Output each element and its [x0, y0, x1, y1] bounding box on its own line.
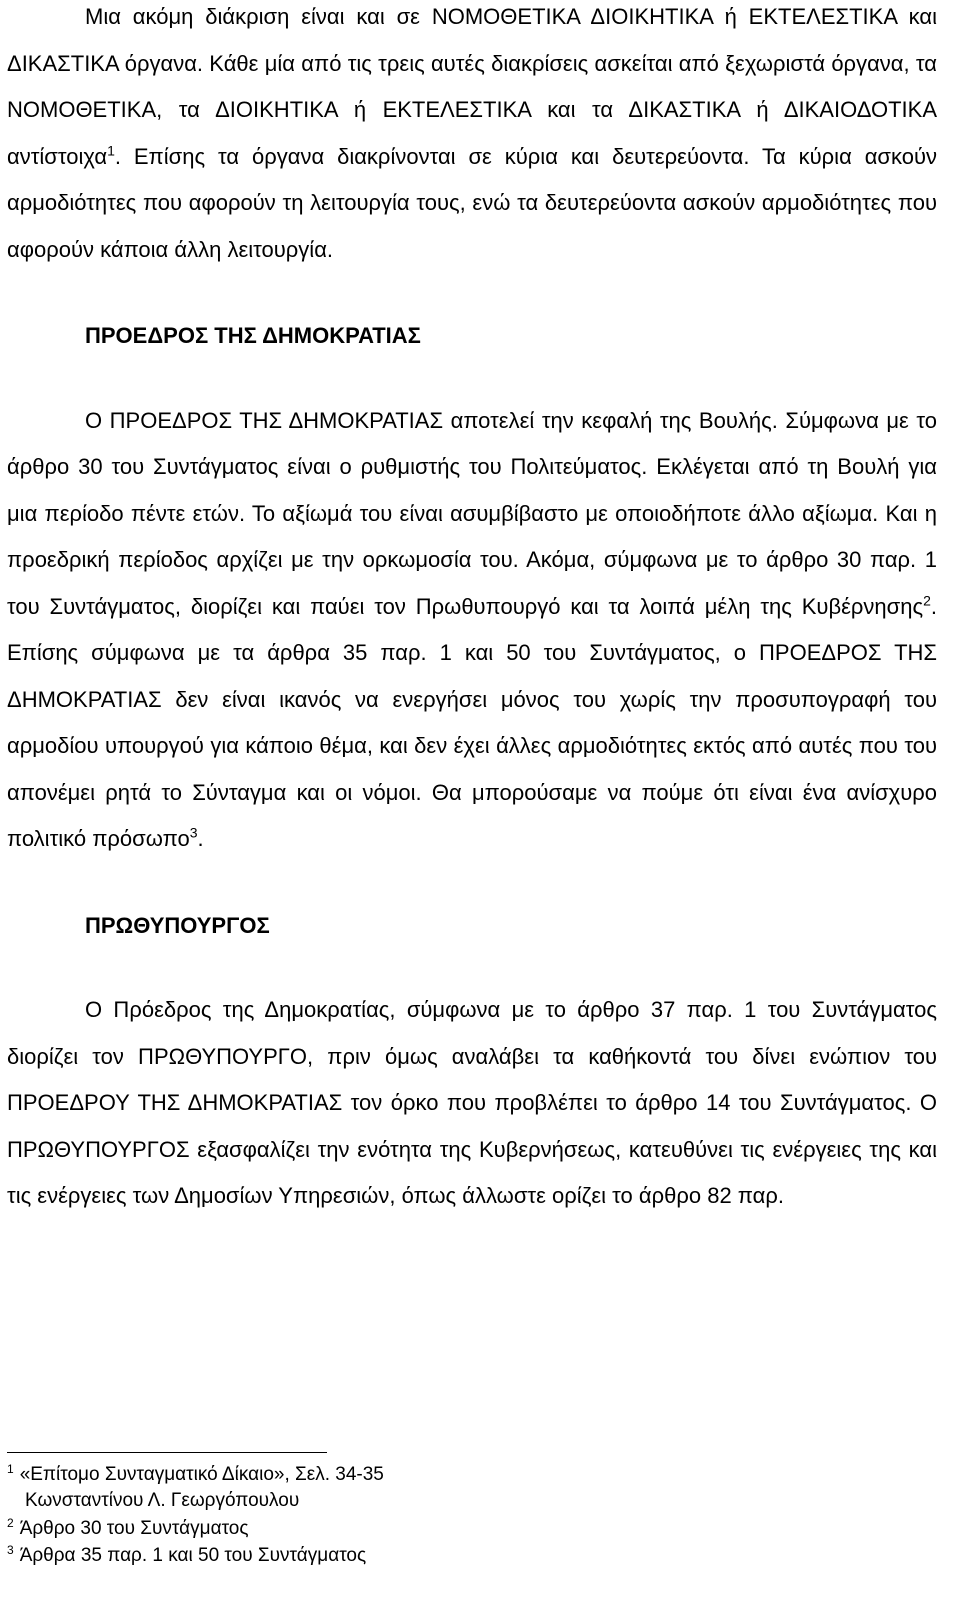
footnote-3 [7, 1543, 366, 1569]
footnote-number: 3 [7, 1542, 14, 1557]
paragraph-text: . Επίσης σύμφωνα με τα άρθρα 35 παρ. 1 και 50 του Συντάγματος, ο ΠΡΟΕΔΡΟΣ ΤΗΣ ΔΗΜΟΚΡΑΤΙΑΣ δεν είναι ικανός να ενεργήσει μόνος του χωρίς την προσυπογραφή του αρμοδίου υπουργού για κάποιο θέμα, και δεν έχει άλλες αρμοδιότητες εκτός από αυτές που του απονέμει ρητά το Σύνταγμα και οι νόμοι. Θα μπορούσαμε να πούμε ότι είναι ένα ανίσχυρο πολιτικό πρόσωπο [7, 593, 937, 851]
footnote-separator [7, 1452, 327, 1453]
section-heading-prime-minister: ΠΡΩΘΥΠΟΥΡΓΟΣ [85, 912, 270, 938]
paragraph-text: Μια ακόμη διάκριση είναι και σε ΝΟΜΟΘΕΤΙΚΑ ΔΙΟΙΚΗΤΙΚΑ ή ΕΚΤΕΛΕΣΤΙΚΑ και ΔΙΚΑΣΤΙΚΑ όργανα. Κάθε μία από τις τρεις αυτές διακρίσεις ασκείται από ξεχωριστά όργανα, τα ΝΟΜΟΘΕΤΙΚΑ, τα ΔΙΟΙΚΗΤΙΚΑ ή ΕΚΤΕΛΕΣΤΙΚΑ και τα ΔΙΚΑΣΤΙΚΑ ή ΔΙΚΑΙΟΔΟΤΙΚΑ αντίστοιχα [7, 4, 937, 169]
paragraph-text: . Επίσης τα όργανα διακρίνονται σε κύρια και δευτερεύοντα. Τα κύρια ασκούν αρμοδιότητες που αφορούν τη λειτουργία τους, ενώ τα δευτερεύοντα ασκούν αρμοδιότητες που αφορούν κάποια άλλη λειτουργία. [7, 143, 937, 262]
paragraph-prime-minister: Ο Πρόεδρος της Δημοκρατίας, σύμφωνα με το άρθρο 37 παρ. 1 του Συντάγματος διορίζει τον ΠΡΩΘΥΠΟΥΡΓΟ, πριν όμως αναλάβει τα καθήκοντά του δίνει ενώπιον του ΠΡΟΕΔΡΟΥ ΤΗΣ ΔΗΜΟΚΡΑΤΙΑΣ τον όρκο που προβλέπει το άρθρο 14 του Συντάγματος. Ο ΠΡΩΘΥΠΟΥΡΓΟΣ εξασφαλίζει την ενότητα της Κυβερνήσεως, κατευθύνει τις ενέργειες της και τις ενέργειες των Δημοσίων Υπηρεσιών, όπως άλλωστε ορίζει το άρθρο 82 παρ. [7, 997, 937, 1208]
paragraph-organs [7, 0, 937, 273]
footnote-ref-2: 2 [923, 592, 931, 609]
section-heading-president: ΠΡΟΕΔΡΟΣ ΤΗΣ ΔΗΜΟΚΡΑΤΙΑΣ [85, 323, 421, 348]
footnote-number: 2 [7, 1515, 14, 1530]
paragraph-president [7, 398, 937, 863]
document-page [7, 0, 937, 1220]
footnote-text: «Επίτομο Συνταγματικό Δίκαιο», Σελ. 34-35 [19, 1464, 384, 1485]
footnote-ref-1: 1 [107, 142, 115, 159]
footnote-2 [7, 1516, 249, 1542]
footnote-text: Άρθρα 35 παρ. 1 και 50 του Συντάγματος [19, 1545, 367, 1566]
paragraph-text: Ο ΠΡΟΕΔΡΟΣ ΤΗΣ ΔΗΜΟΚΡΑΤΙΑΣ αποτελεί την κεφαλή της Βουλής. Σύμφωνα με το άρθρο 30 του Συντάγματος είναι ο ρυθμιστής του Πολιτεύματος. Εκλέγεται από τη Βουλή για μια περίοδο πέντε ετών. Το αξίωμά του είναι ασυμβίβαστο με οποιοδήποτε άλλο αξίωμα. Και η προεδρική περίοδος αρχίζει με την ορκωμοσία του. Ακόμα, σύμφωνα με το άρθρο 30 παρ. 1 του Συντάγματος, διορίζει και παύει τον Πρωθυπουργό και τα λοιπά μέλη της Κυβέρνησης [7, 407, 937, 619]
footnote-text: Άρθρο 30 του Συντάγματος [19, 1518, 249, 1539]
footnote-number: 1 [7, 1461, 14, 1476]
footnote-text: Κωνσταντίνου Λ. Γεωργόπουλου [25, 1490, 300, 1511]
footnote-ref-3: 3 [189, 824, 198, 841]
paragraph-text: . [197, 826, 204, 851]
footnote-1 [7, 1462, 384, 1514]
